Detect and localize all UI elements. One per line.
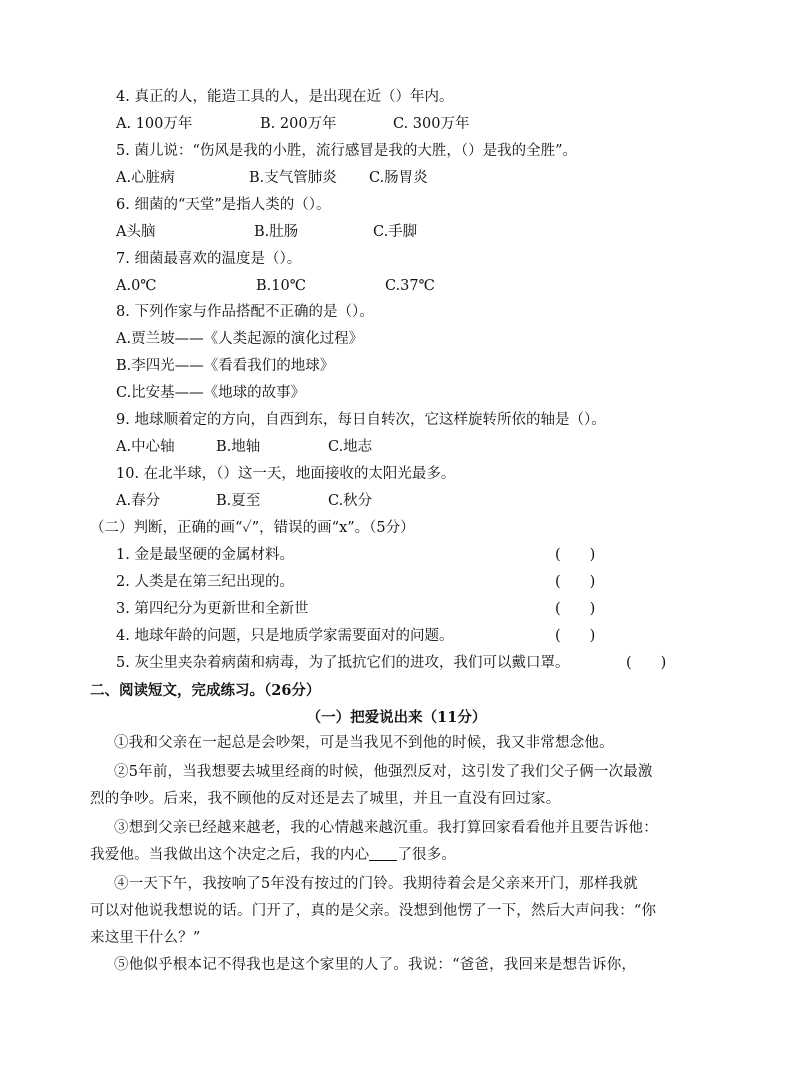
judgement-item-5: 5. 灰尘里夹杂着病菌和病毒，为了抵抗它们的进攻，我们可以戴口罩。 — [116, 655, 570, 671]
passage-line-5-tail: 了很多。 — [397, 847, 457, 863]
judgement-item-3: 3. 第四纪分为更新世和全新世 — [116, 601, 309, 617]
option-c: C.地志 — [328, 439, 373, 455]
fill-blank[interactable] — [369, 846, 397, 861]
section-title: 二、阅读短文，完成练习。（26分） — [90, 682, 321, 699]
option-b: B. 200万年 — [260, 116, 337, 132]
option-c: C.比安基——《地球的故事》 — [116, 385, 306, 401]
option-a: A.春分 — [116, 493, 161, 509]
option-a: A.贾兰坡——《人类起源的演化过程》 — [116, 331, 364, 347]
question-stem: 7. 细菌最喜欢的温度是（）。 — [116, 251, 302, 267]
passage-line-1: ①我和父亲在一起总是会吵架，可是当我见不到他的时候，我又非常想念他。 — [114, 735, 614, 751]
option-b: B.地轴 — [216, 439, 261, 455]
option-b: B.夏至 — [216, 493, 261, 509]
options-row — [116, 168, 716, 188]
options-row — [116, 114, 716, 134]
option-b: B.李四光——《看看我们的地球》 — [116, 358, 335, 374]
passage-title: （一）把爱说出来（11分） — [306, 709, 487, 726]
option-a: A. 100万年 — [116, 116, 193, 132]
section-heading: （二）判断，正确的画“✓”，错误的画“x”。（5分） — [90, 520, 415, 536]
passage-line-5 — [90, 842, 456, 869]
question-stem: 10. 在北半球，（）这一天，地面接收的太阳光最多。 — [116, 466, 456, 482]
option-b: B.10℃ — [256, 278, 306, 294]
question-stem: 5. 菌儿说：“伤风是我的小胜，流行感冒是我的大胜，（）是我的全胜”。 — [116, 143, 578, 159]
passage-line-5-text: 我爱他。当我做出这个决定之后，我的内心 — [90, 847, 370, 863]
option-c: C.37℃ — [385, 278, 435, 294]
option-a: A.中心轴 — [116, 439, 175, 455]
options-row — [116, 222, 716, 242]
option-b: B.支气管肺炎 — [249, 170, 337, 186]
option-a: A头脑 — [116, 224, 156, 240]
options-row — [116, 491, 716, 511]
option-a: A.0℃ — [116, 278, 157, 294]
question-stem: 8. 下列作家与作品搭配不正确的是（）。 — [116, 304, 374, 320]
answer-paren-3[interactable]: ( ) — [555, 601, 596, 617]
answer-paren-4[interactable]: ( ) — [555, 628, 596, 644]
options-row — [116, 276, 716, 296]
judgement-item-1: 1. 金是最坚硬的金属材料。 — [116, 547, 294, 563]
judgement-item-2: 2. 人类是在第三纪出现的。 — [116, 574, 294, 590]
passage-line-8: 来这里干什么？” — [90, 930, 201, 946]
option-b: B.肚肠 — [254, 224, 299, 240]
passage-line-3: 烈的争吵。后来，我不顾他的反对还是去了城里，并且一直没有回过家。 — [90, 791, 561, 807]
option-c: C.手脚 — [373, 224, 418, 240]
passage-line-2: ②5年前，当我想要去城里经商的时候，他强烈反对，这引发了我们父子俩一次最激 — [114, 764, 653, 780]
option-c: C.肠胃炎 — [369, 170, 428, 186]
question-stem: 6. 细菌的“天堂”是指人类的（）。 — [116, 197, 331, 213]
option-a: A.心脏病 — [116, 170, 175, 186]
question-stem: 4. 真正的人，能造工具的人，是出现在近（）年内。 — [116, 89, 454, 105]
passage-line-7: 可以对他说我想说的话。门开了，真的是父亲。没想到他愣了一下，然后大声问我：“你 — [90, 903, 657, 919]
option-c: C. 300万年 — [393, 116, 470, 132]
passage-line-6: ④一天下午，我按响了5年没有按过的门铃。我期待着会是父亲来开门，那样我就 — [114, 876, 638, 892]
answer-paren-2[interactable]: ( ) — [555, 574, 596, 590]
answer-paren-5[interactable]: ( ) — [626, 655, 667, 671]
question-stem: 9. 地球顺着定的方向，自西到东，每日自转次，它这样旋转所依的轴是（）。 — [116, 412, 606, 428]
judgement-item-4: 4. 地球年龄的问题，只是地质学家需要面对的问题。 — [116, 628, 454, 644]
passage-line-4: ③想到父亲已经越来越老，我的心情越来越沉重。我打算回家看看他并且要告诉他： — [114, 820, 658, 836]
passage-line-9: ⑤他似乎根本记不得我也是这个家里的人了。我说：“爸爸，我回来是想告诉你， — [114, 957, 637, 973]
options-row — [116, 437, 716, 457]
answer-paren-1[interactable]: ( ) — [555, 547, 596, 563]
option-c: C.秋分 — [328, 493, 373, 509]
